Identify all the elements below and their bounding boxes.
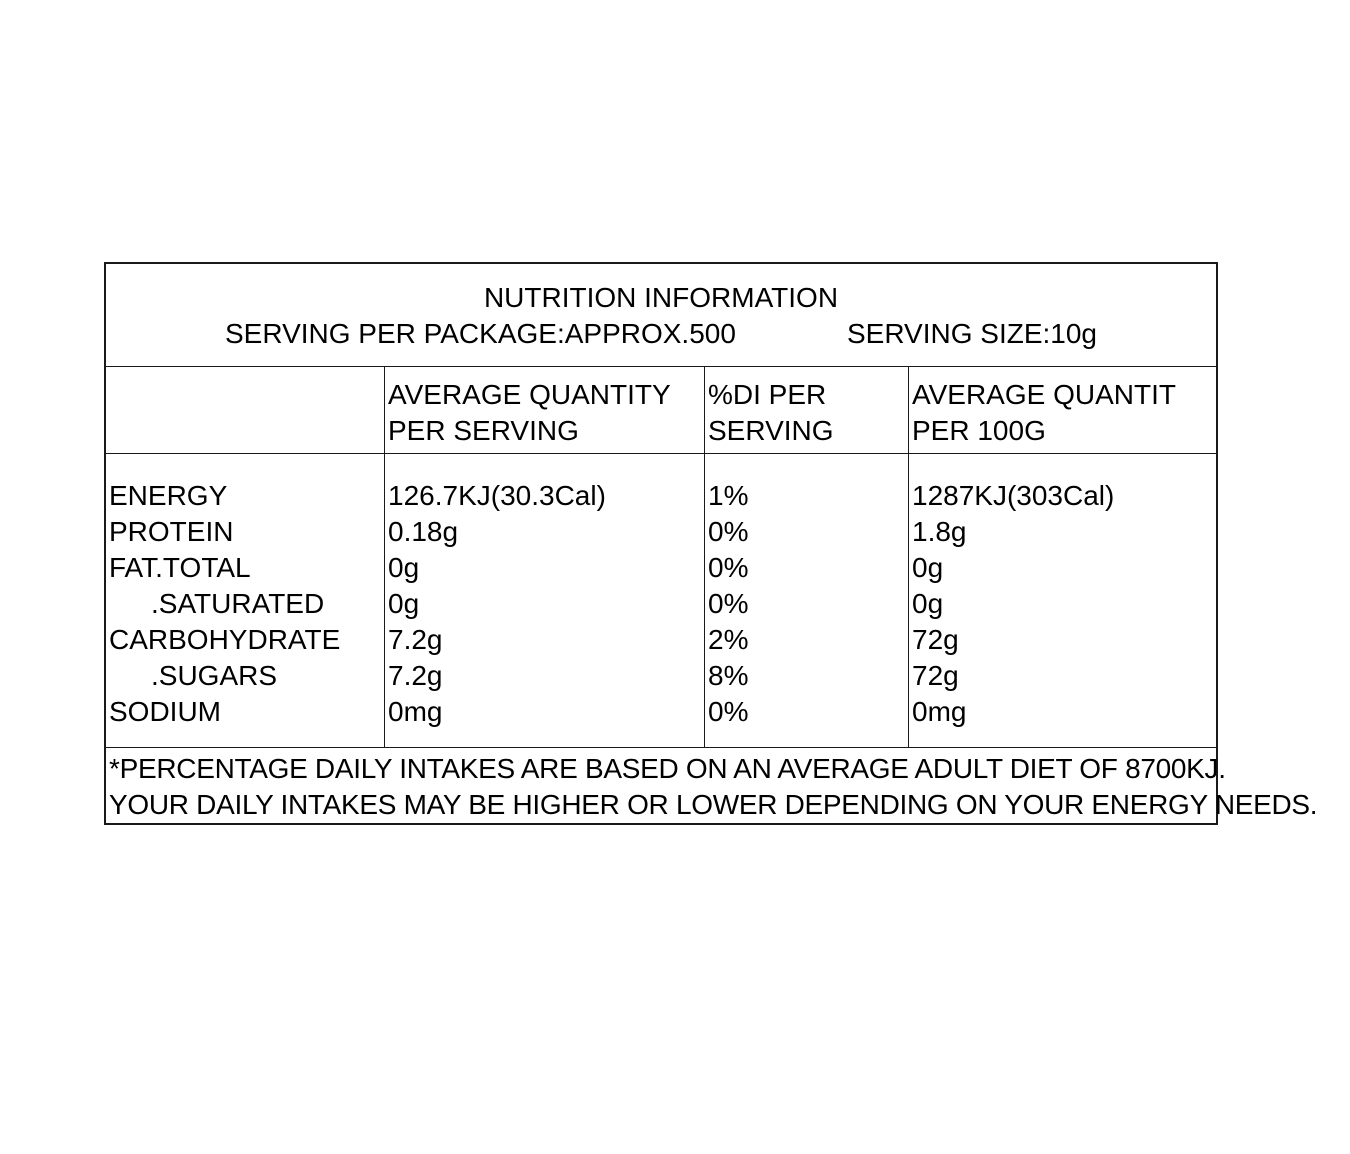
value-sodium-per-100g: 0mg (912, 696, 967, 728)
nutrient-label-fat-total: FAT.TOTAL (109, 552, 251, 584)
serving-info-row (106, 316, 1216, 352)
nutrient-label-protein: PROTEIN (109, 516, 234, 548)
per-100g-column (909, 454, 1216, 747)
column-header-per-serving (385, 367, 705, 454)
value-saturated-di: 0% (708, 588, 749, 620)
nutrient-name-column (106, 454, 385, 747)
value-carbohydrate-per-100g: 72g (912, 624, 959, 656)
per-serving-column (385, 454, 705, 747)
value-carbohydrate-di: 2% (708, 624, 749, 656)
column-header-row (106, 367, 1216, 455)
column-header-line: SERVING (708, 414, 834, 446)
column-header-line: %DI PER (708, 378, 827, 410)
nutrient-label-saturated: .SATURATED (151, 588, 325, 620)
column-header-line: PER SERVING (388, 414, 579, 446)
value-sugars-per-serving: 7.2g (388, 660, 443, 692)
nutrient-label-sodium: SODIUM (109, 696, 221, 728)
nutrient-label-energy: ENERGY (109, 480, 228, 512)
nutrition-information-table (104, 262, 1318, 825)
value-energy-per-100g: 1287KJ(303Cal) (912, 480, 1115, 512)
value-protein-per-serving: 0.18g (388, 516, 459, 548)
value-protein-di: 0% (708, 516, 749, 548)
column-header-line: AVERAGE QUANTIT (912, 378, 1176, 410)
serving-size: SERVING SIZE:10g (846, 318, 1097, 349)
column-header-nutrient (106, 367, 385, 454)
value-sodium-di: 0% (708, 696, 749, 728)
value-sugars-di: 8% (708, 660, 749, 692)
value-fat-total-per-100g: 0g (912, 552, 944, 584)
nutrient-label-sugars: .SUGARS (151, 660, 278, 692)
value-protein-per-100g: 1.8g (912, 516, 967, 548)
value-sugars-per-100g: 72g (912, 660, 959, 692)
footnote-line-1: *PERCENTAGE DAILY INTAKES ARE BASED ON AN AVERAGE ADULT DIET OF 8700KJ. (109, 752, 1226, 784)
daily-intake-footnote (106, 747, 1318, 823)
value-sodium-per-serving: 0mg (388, 696, 443, 728)
di-per-serving-column (705, 454, 909, 747)
column-header-per-100g (909, 367, 1216, 454)
column-header-line: AVERAGE QUANTITY (388, 378, 671, 410)
value-carbohydrate-per-serving: 7.2g (388, 624, 443, 656)
value-fat-total-di: 0% (708, 552, 749, 584)
serving-per-package: SERVING PER PACKAGE:APPROX.500 (225, 318, 736, 349)
table-title: NUTRITION INFORMATION (483, 282, 839, 313)
column-header-di-per-serving (705, 367, 909, 454)
value-energy-di: 1% (708, 480, 749, 512)
footnote-line-2: YOUR DAILY INTAKES MAY BE HIGHER OR LOWER DEPENDING ON YOUR ENERGY NEEDS. (109, 788, 1318, 820)
value-saturated-per-serving: 0g (388, 588, 420, 620)
nutrient-label-carbohydrate: CARBOHYDRATE (109, 624, 341, 656)
value-saturated-per-100g: 0g (912, 588, 944, 620)
value-fat-total-per-serving: 0g (388, 552, 420, 584)
column-header-line: PER 100G (912, 414, 1046, 446)
table-header (106, 264, 1216, 367)
value-energy-per-serving: 126.7KJ(30.3Cal) (388, 480, 606, 512)
nutrient-data-block (106, 454, 1216, 747)
